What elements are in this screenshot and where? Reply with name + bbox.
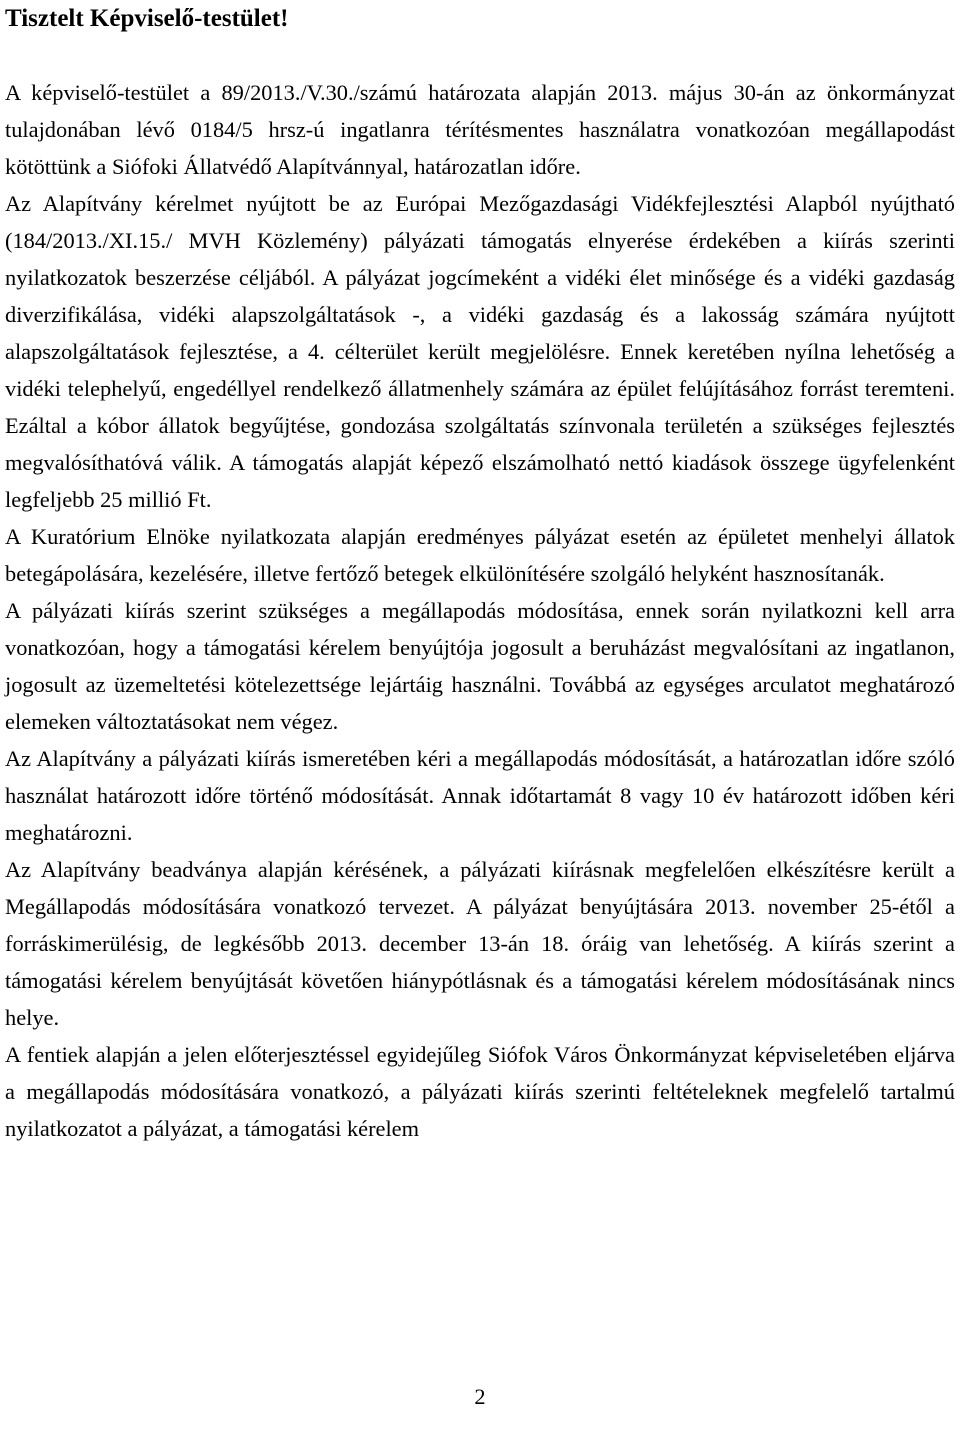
blank-line	[5, 37, 955, 74]
salutation-heading: Tisztelt Képviselő-testület!	[5, 5, 289, 32]
paragraph-curatorship: A Kuratórium Elnöke nyilatkozata alapján eredményes pályázat esetén az épületet menhelyi állatok betegápolására, kezelésére, illetve fertőző betegek elkülönítésére szolgáló helyként hasznosítanák.	[5, 524, 955, 586]
document-page	[5, 0, 955, 1147]
page-number: 2	[474, 1384, 486, 1409]
paragraph-draft-deadline: Az Alapítvány beadványa alapján kérésének, a pályázati kiírásnak megfelelően elkészítésre került a Megállapodás módosítására vonatkozó tervezet. A pályázat benyújtására 2013. november 25-étől a forráskimerülésig, de legkésőbb 2013. december 13-án 18. óráig van lehetőség. A kiírás szerint a támogatási kérelem benyújtását követően hiánypótlásnak és a támogatási kérelem módosításának nincs helye.	[5, 857, 955, 1030]
paragraph-modification-requirement: A pályázati kiírás szerint szükséges a megállapodás módosítása, ennek során nyilatkozni kell arra vonatkozóan, hogy a támogatási kérelem benyújtója jogosult a beruházást megvalósítani az ingatlanon, jogosult az üzemeltetési kötelezettsége lejártáig használni. Továbbá az egységes arculatot meghatározó elemeken változtatásokat nem végez.	[5, 598, 955, 734]
paragraph-agreement: A képviselő-testület a 89/2013./V.30./számú határozata alapján 2013. május 30-án az önkormányzat tulajdonában lévő 0184/5 hrsz-ú ingatlanra térítésmentes használatra vonatkozóan megállapodást kötöttünk a Siófoki Állatvédő Alapítvánnyal, határozatlan időre.	[5, 80, 955, 179]
paragraph-conclusion: A fentiek alapján a jelen előterjesztéssel egyidejűleg Siófok Város Önkormányzat képviseletében eljárva a megállapodás módosítására vonatkozó, a pályázati kiírás szerinti feltételeknek megfelelő tartalmú nyilatkozatot a pályázat, a támogatási kérelem	[5, 1042, 955, 1141]
paragraph-application: Az Alapítvány kérelmet nyújtott be az Európai Mezőgazdasági Vidékfejlesztési Alapból nyújtható (184/2013./XI.15./ MVH Közlemény) pályázati támogatás elnyerése érdekében a kiírás szerinti nyilatkozatok beszerzése céljából. A pályázat jogcímeként a vidéki élet minősége és a vidéki gazdaság diverzifikálása, vidéki alapszolgáltatások -, a vidéki gazdaság és a lakosság számára nyújtott alapszolgáltatások fejlesztése, a 4. célterület került megjelölésre. Ennek keretében nyílna lehetőség a vidéki telephelyű, engedéllyel rendelkező állatmenhely számára az épület felújításához forrást teremteni. Ezáltal a kóbor állatok begyűjtése, gondozása szolgáltatás színvonala területén a szükséges fejlesztés megvalósíthatóvá válik. A támogatás alapját képező elszámolható nettó kiadások összege ügyfelenként legfeljebb 25 millió Ft.	[5, 191, 955, 512]
paragraph-foundation-request: Az Alapítvány a pályázati kiírás ismeretében kéri a megállapodás módosítását, a határozatlan időre szóló használat határozott időre történő módosítását. Annak időtartamát 8 vagy 10 év határozott időben kéri meghatározni.	[5, 746, 955, 845]
